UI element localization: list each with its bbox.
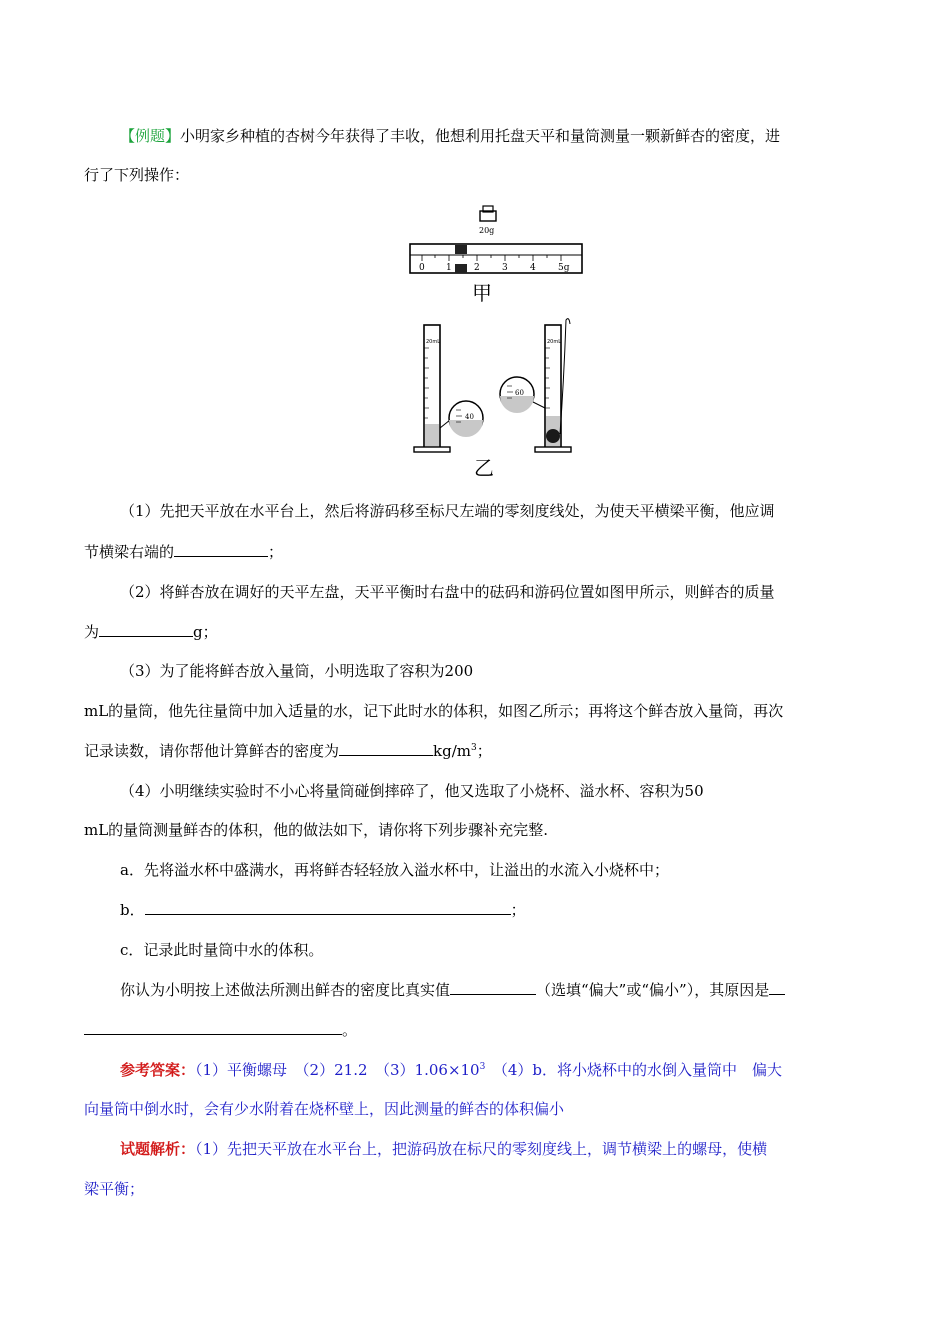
tick-3: 3 <box>502 263 508 273</box>
magnifier-left <box>440 401 483 437</box>
q4-conclusion-2 <box>84 1020 357 1040</box>
intro-line-1 <box>120 126 780 146</box>
example-tag: 【例题】 <box>120 127 181 145</box>
experiment-figure <box>404 198 586 478</box>
q1-line-2 <box>84 542 283 562</box>
step-b-blank[interactable] <box>145 900 511 915</box>
step-b-suffix: ； <box>510 901 526 919</box>
q3-unit: kg/m <box>433 742 471 760</box>
answer-exp: 3 <box>479 1062 486 1072</box>
conclusion-blank-2b[interactable] <box>84 1020 342 1035</box>
analysis-text-1: （1）先把天平放在水平台上，把游码放在标尺的零刻度线上，调节横梁上的螺母，使横 <box>195 1140 768 1158</box>
conclusion-text: 你认为小明按上述做法所测出鲜杏的密度比真实值 <box>120 981 451 999</box>
weight-icon <box>480 206 496 221</box>
label-jia: 甲 <box>472 281 492 305</box>
q4-step-b <box>120 900 526 920</box>
answer-text-1-rest: （4）b．将小烧杯中的水倒入量筒中 偏大 <box>485 1061 782 1079</box>
tick-1: 1 <box>446 263 452 273</box>
q2-text: 为 <box>84 623 100 641</box>
q4-step-c: c．记录此时量筒中水的体积。 <box>120 941 324 959</box>
tick-5: 5g <box>558 263 570 273</box>
q1-suffix: ； <box>268 543 284 561</box>
tick-2: 2 <box>474 263 480 273</box>
tick-4: 4 <box>530 263 536 273</box>
tick-0: 0 <box>419 263 425 273</box>
q3-line-3 <box>84 741 492 761</box>
cyl-mark-right: 60 <box>515 389 524 397</box>
conclusion-end: 。 <box>342 1021 358 1039</box>
q3-text: 记录读数，请你帮他计算鲜杏的密度为 <box>84 742 340 760</box>
answer-line-2: 向量筒中倒水时，会有少水附着在烧杯壁上，因此测量的鲜杏的体积偏小 <box>84 1100 565 1118</box>
q4-line-1: （4）小明继续实验时不小心将量筒碰倒摔碎了，他又选取了小烧杯、溢水杯、容积为50 <box>120 782 704 800</box>
conclusion-mid: （选填“偏大”或“偏小”），其原因是 <box>536 981 770 999</box>
balance-scale <box>410 244 582 273</box>
weight-label: 20g <box>479 226 495 235</box>
q2-line-1: （2）将鲜杏放在调好的天平左盘，天平平衡时右盘中的砝码和游码位置如图甲所示，则鲜杏的质量 <box>120 583 775 601</box>
rider-top <box>455 245 467 254</box>
answer-line-1 <box>120 1060 782 1080</box>
q1-line-1: （1）先把天平放在水平台上，然后将游码移至标尺左端的零刻度线处，为使天平横梁平衡，他应调 <box>120 502 775 520</box>
q1-blank[interactable] <box>174 542 268 557</box>
q3-suffix: ； <box>476 742 492 760</box>
intro-text-1: 小明家乡种植的杏树今年获得了丰收，他想利用托盘天平和量筒测量一颗新鲜杏的密度，进 <box>180 127 781 145</box>
intro-line-2: 行了下列操作： <box>84 166 190 184</box>
q4-conclusion <box>120 980 785 1000</box>
q3-unit-sup: 3 <box>470 743 477 753</box>
cyl-right-top-label: 20mL <box>547 339 562 345</box>
q2-suffix: g； <box>193 623 218 641</box>
cyl-mark-left: 40 <box>465 413 474 421</box>
analysis-label: 试题解析： <box>120 1140 196 1158</box>
rider-bottom <box>455 264 467 273</box>
answer-label: 参考答案： <box>120 1061 196 1079</box>
q2-blank[interactable] <box>99 622 193 637</box>
q3-blank[interactable] <box>339 741 433 756</box>
q3-line-2: mL的量筒，他先往量筒中加入适量的水，记下此时水的体积，如图乙所示；再将这个鲜杏放入量筒，再次 <box>84 702 784 720</box>
conclusion-blank-2a[interactable] <box>769 980 785 995</box>
conclusion-blank-1[interactable] <box>450 980 536 995</box>
q3-line-1: （3）为了能将鲜杏放入量筒，小明选取了容积为200 <box>120 662 474 680</box>
q1-text: 节横梁右端的 <box>84 543 175 561</box>
analysis-line-1 <box>120 1139 767 1159</box>
label-yi: 乙 <box>474 456 494 478</box>
analysis-line-2: 梁平衡； <box>84 1180 145 1198</box>
answer-text-1: （1）平衡螺母 （2）21.2 （3）1.06×10 <box>195 1061 480 1079</box>
cyl-left-top-label: 20mL <box>426 339 441 345</box>
scale-ticks <box>419 263 570 273</box>
q4-step-a: a．先将溢水杯中盛满水，再将鲜杏轻轻放入溢水杯中，让溢出的水流入小烧杯中； <box>120 861 669 879</box>
step-b-prefix: b． <box>120 901 145 919</box>
q2-line-2 <box>84 622 218 642</box>
q4-line-2: mL的量筒测量鲜杏的体积，他的做法如下，请你将下列步骤补充完整. <box>84 821 548 839</box>
